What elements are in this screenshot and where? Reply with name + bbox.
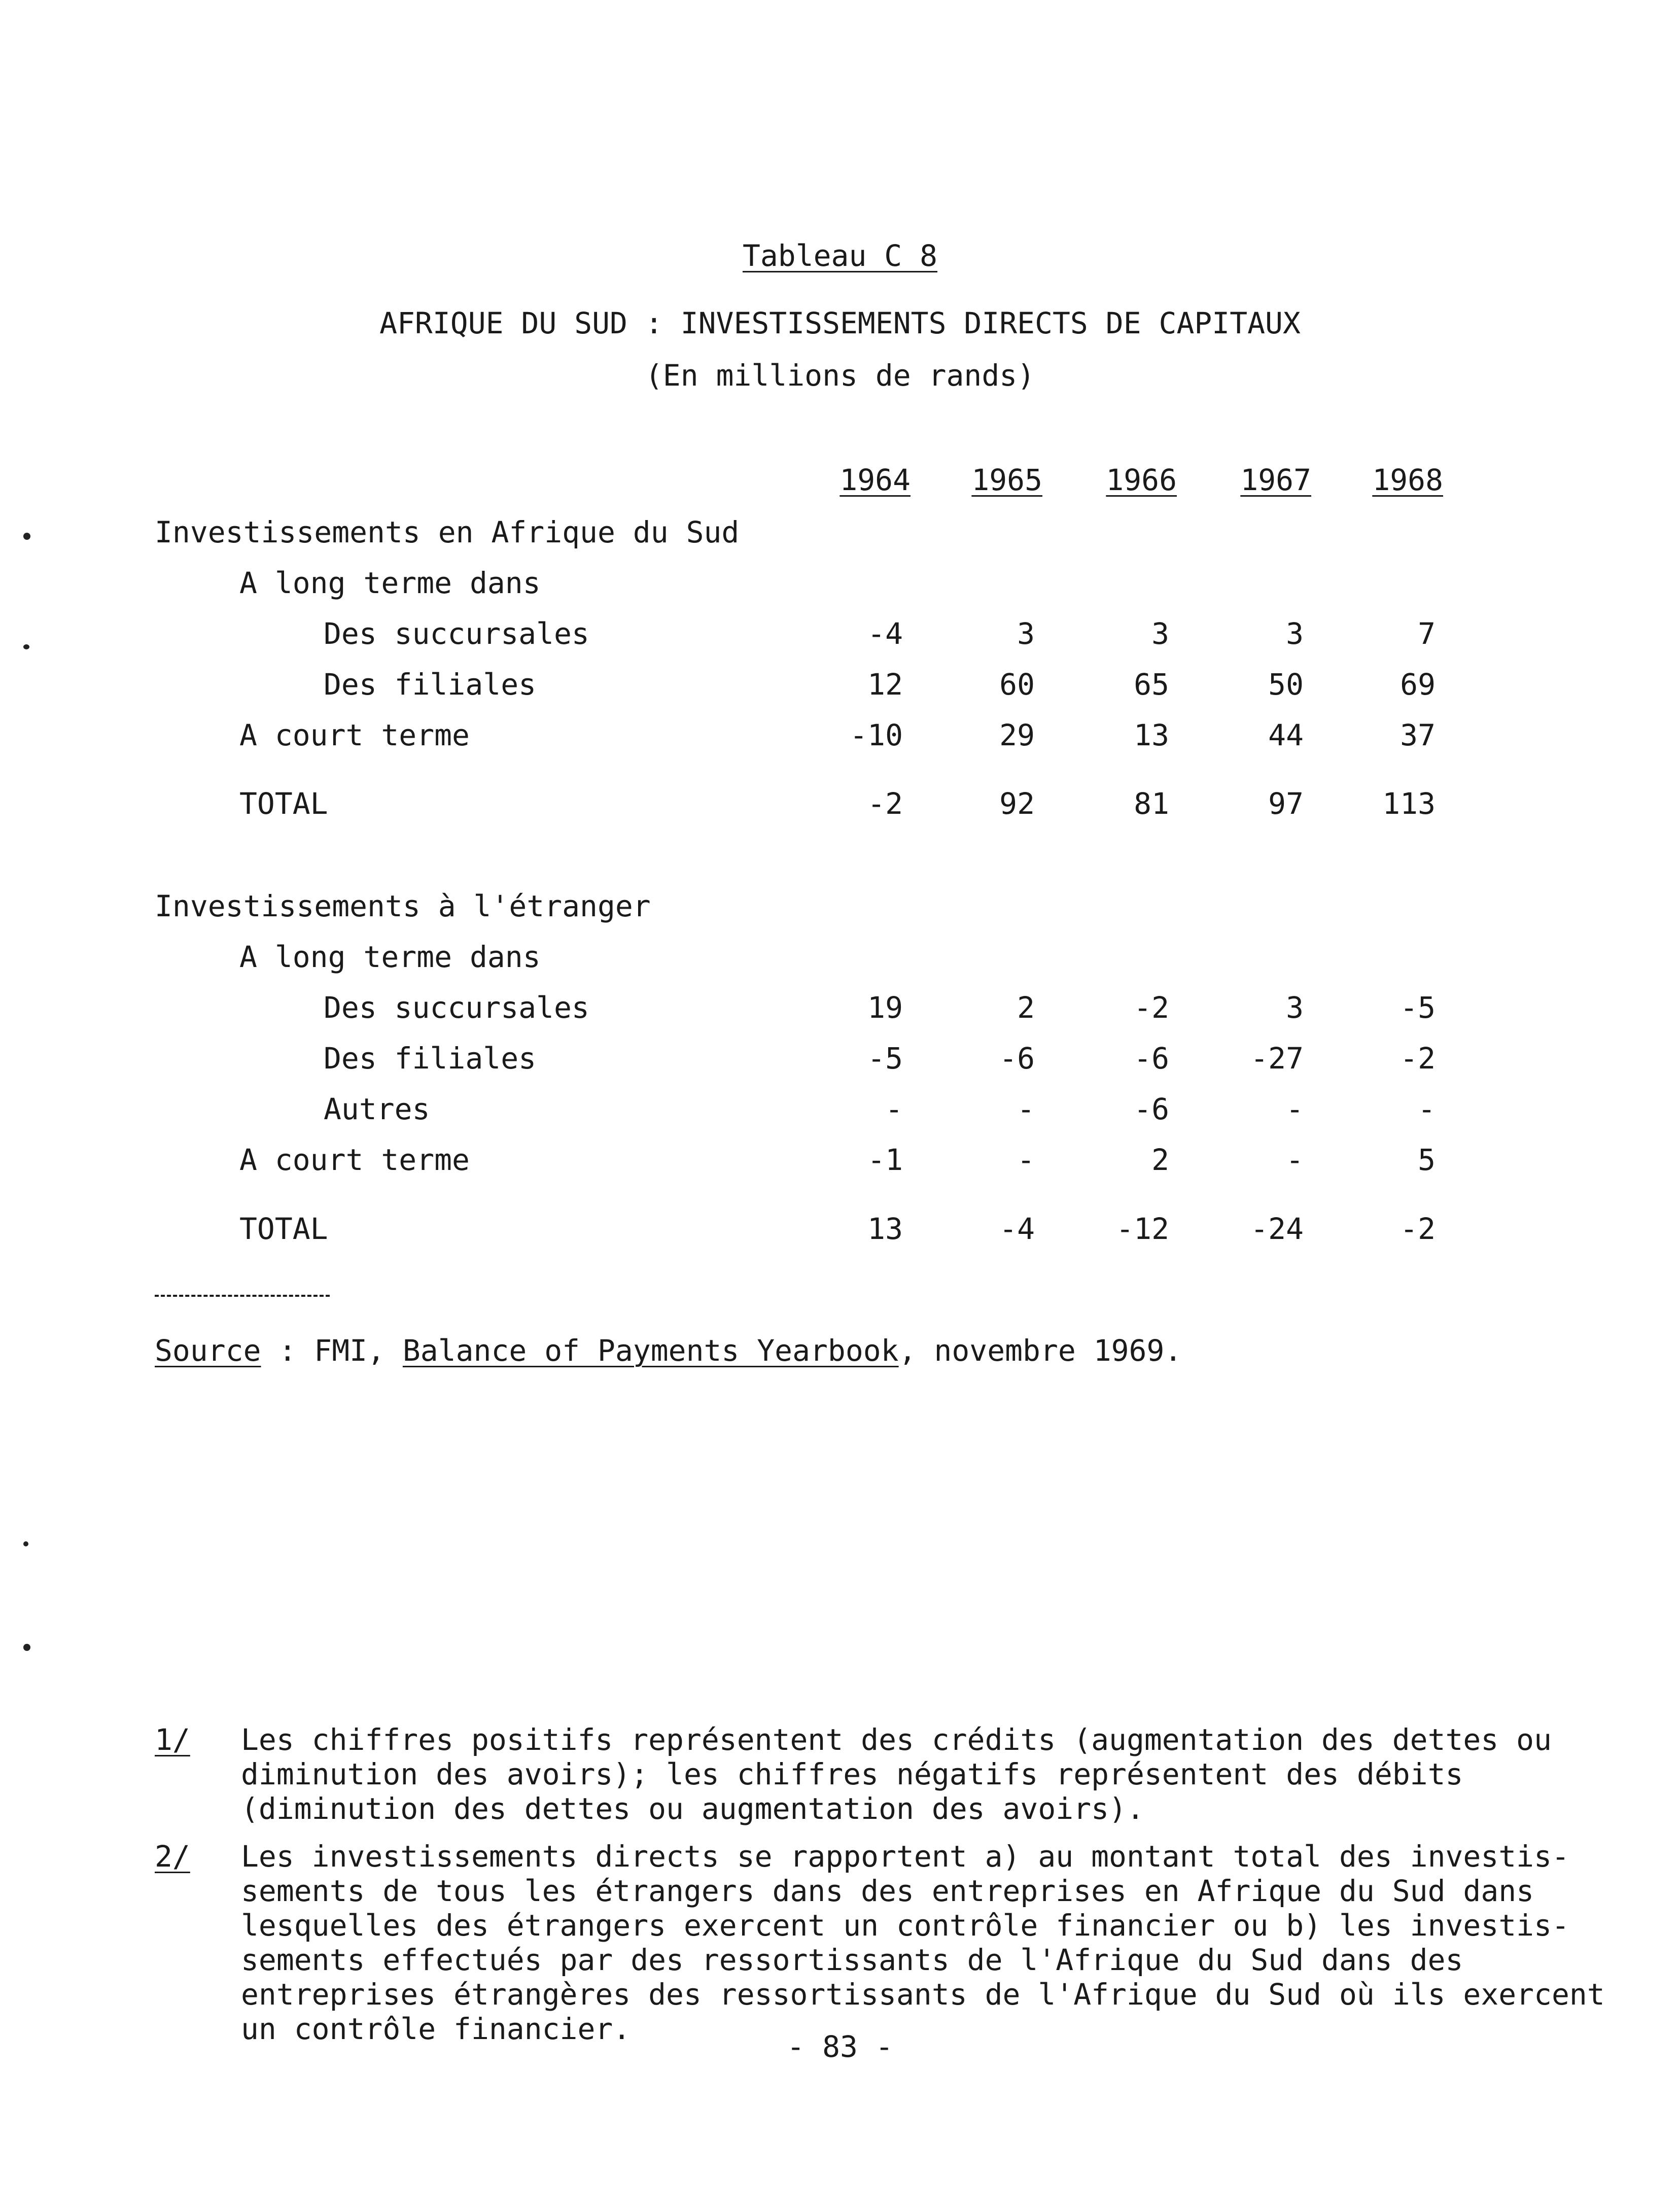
year-header: 1964 — [839, 463, 911, 497]
year-header: 1966 — [1106, 463, 1177, 497]
cell-value: -2 — [1134, 990, 1169, 1025]
cell-value: -12 — [1116, 1212, 1169, 1246]
subheading-long-term: A long terme dans — [239, 940, 541, 974]
cell-value: 5 — [1418, 1143, 1436, 1177]
cell-value: 69 — [1400, 667, 1436, 702]
footnote-text: Les investissements directs se rapportent a) au montant total des investis- sements de tous les étrangers dans des entreprises en Afrique du Sud dans lesquelles des étrangers exercent un contrôle financier ou b) les investis- sements effectués par des ressortissants de l'Afrique du Sud dans des entreprises étrangères des ressortissants de l'Afrique du Sud où ils exercent un contrôle financier. — [241, 1839, 1605, 2046]
cell-value: 13 — [1134, 718, 1169, 752]
source-line — [155, 1333, 1182, 1369]
row-label: Des succursales — [324, 990, 589, 1025]
year-header: 1968 — [1372, 463, 1443, 497]
cell-value: -10 — [850, 718, 903, 752]
source-date: , novembre 1969. — [898, 1333, 1182, 1368]
footnote-marker: 2/ — [155, 1839, 190, 1874]
cell-value: 7 — [1418, 616, 1436, 651]
source-publication: Balance of Payments Yearbook — [402, 1333, 899, 1368]
cell-value: - — [1286, 1143, 1304, 1177]
margin-dot — [23, 533, 30, 540]
cell-value: -24 — [1250, 1212, 1304, 1246]
cell-value: - — [1286, 1092, 1304, 1126]
margin-dot — [23, 1644, 30, 1651]
cell-value: 12 — [867, 667, 903, 702]
row-label: Des succursales — [324, 616, 589, 651]
section-heading-outward: Investissements à l'étranger — [155, 889, 651, 923]
row-label: Des filiales — [324, 667, 537, 702]
cell-value: 50 — [1268, 667, 1304, 702]
row-label: TOTAL — [239, 786, 328, 821]
row-label: TOTAL — [239, 1212, 328, 1246]
table-label: Tableau C 8 — [742, 238, 938, 273]
cell-value: 3 — [1286, 616, 1304, 651]
table-title: AFRIQUE DU SUD : INVESTISSEMENTS DIRECTS DE CAPITAUX — [379, 306, 1301, 340]
cell-value: -2 — [867, 786, 903, 821]
cell-value: 113 — [1382, 786, 1436, 821]
cell-value: -27 — [1250, 1041, 1304, 1076]
cell-value: 2 — [1151, 1143, 1169, 1177]
cell-value: -2 — [1400, 1212, 1436, 1246]
cell-value: -4 — [999, 1212, 1035, 1246]
year-header: 1967 — [1240, 463, 1311, 497]
cell-value: 92 — [999, 786, 1035, 821]
cell-value: 19 — [867, 990, 903, 1025]
subheading-long-term: A long terme dans — [239, 566, 541, 600]
table-unit: (En millions de rands) — [645, 358, 1035, 393]
cell-value: 13 — [867, 1212, 903, 1246]
cell-value: 3 — [1151, 616, 1169, 651]
cell-value: 29 — [999, 718, 1035, 752]
cell-value: - — [1418, 1092, 1436, 1126]
source-sep: : FMI, — [261, 1333, 403, 1368]
cell-value: -4 — [867, 616, 903, 651]
cell-value: 3 — [1017, 616, 1035, 651]
cell-value: -2 — [1400, 1041, 1436, 1076]
cell-value: -1 — [867, 1143, 903, 1177]
row-label: A court terme — [239, 1143, 470, 1177]
cell-value: -5 — [867, 1041, 903, 1076]
year-header: 1965 — [971, 463, 1042, 497]
cell-value: 60 — [999, 667, 1035, 702]
table-label-row — [0, 238, 1680, 274]
page-number: - 83 - — [787, 2029, 893, 2064]
source-separator — [155, 1295, 330, 1297]
footnote-text: Les chiffres positifs représentent des crédits (augmentation des dettes ou diminution des avoirs); les chiffres négatifs représentent des débits (diminution des dettes ou augmentation des avoirs). — [241, 1722, 1552, 1826]
cell-value: 97 — [1268, 786, 1304, 821]
cell-value: 37 — [1400, 718, 1436, 752]
row-label: A court terme — [239, 718, 470, 752]
section-heading-inward: Investissements en Afrique du Sud — [155, 515, 740, 549]
row-label: Autres — [324, 1092, 430, 1126]
source-label: Source — [155, 1333, 261, 1368]
cell-value: 3 — [1286, 990, 1304, 1025]
cell-value: 2 — [1017, 990, 1035, 1025]
cell-value: -6 — [999, 1041, 1035, 1076]
cell-value: 44 — [1268, 718, 1304, 752]
cell-value: 81 — [1134, 786, 1169, 821]
cell-value: 65 — [1134, 667, 1169, 702]
footnote-marker: 1/ — [155, 1722, 190, 1757]
margin-dot — [23, 1541, 28, 1546]
margin-dot — [23, 644, 29, 649]
cell-value: - — [1017, 1092, 1035, 1126]
cell-value: -6 — [1134, 1092, 1169, 1126]
cell-value: - — [1017, 1143, 1035, 1177]
row-label: Des filiales — [324, 1041, 537, 1076]
cell-value: - — [885, 1092, 903, 1126]
cell-value: -6 — [1134, 1041, 1169, 1076]
cell-value: -5 — [1400, 990, 1436, 1025]
